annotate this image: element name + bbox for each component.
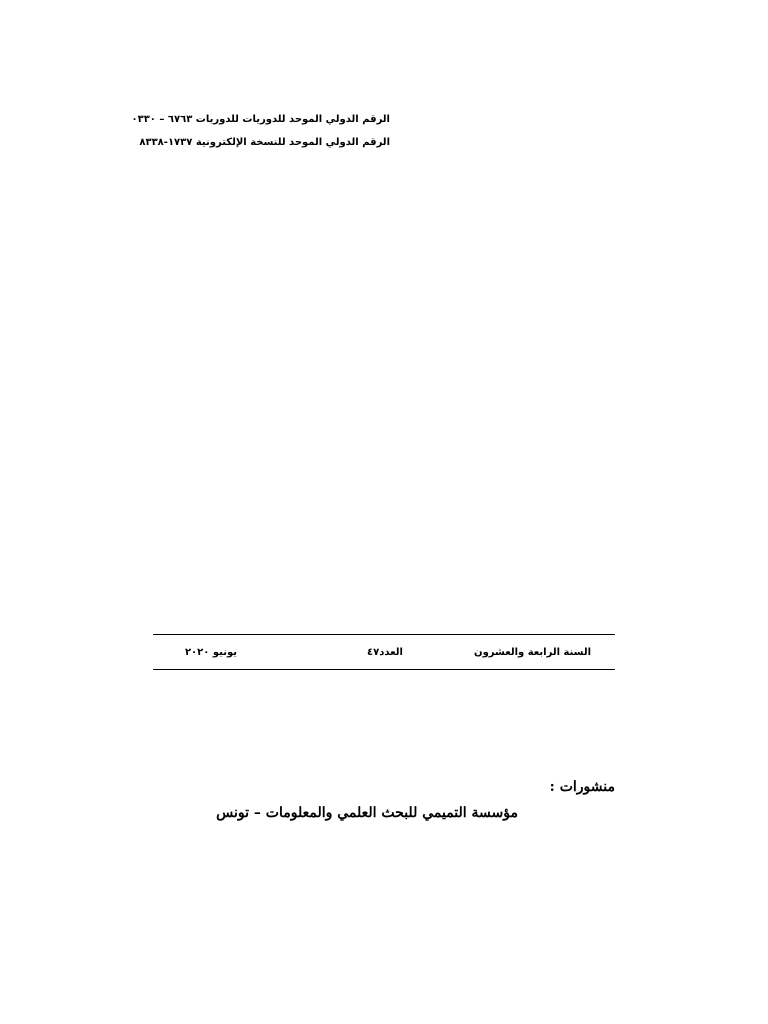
issn-block: [131, 108, 390, 154]
publisher-label: منشورات :: [549, 779, 615, 795]
publisher-name: مؤسسة التميمي للبحث العلمي والمعلومات – تونس: [216, 805, 518, 821]
issue-info-bar: [153, 634, 615, 670]
issn-electronic: الرقم الدولي الموحد للنسخة الإلكترونية ١٧٣٧-٨٣٣٨: [139, 137, 390, 148]
issue-date: يونيو ٢٠٢٠: [184, 647, 237, 658]
issn-print: الرقم الدولي الموحد للدوريات للدوريات ٦٧٦٣ – ٠٣٣٠: [131, 114, 390, 125]
issue-number: العدد٤٧: [367, 647, 403, 658]
issue-year: السنة الرابعة والعشرون: [474, 647, 591, 658]
